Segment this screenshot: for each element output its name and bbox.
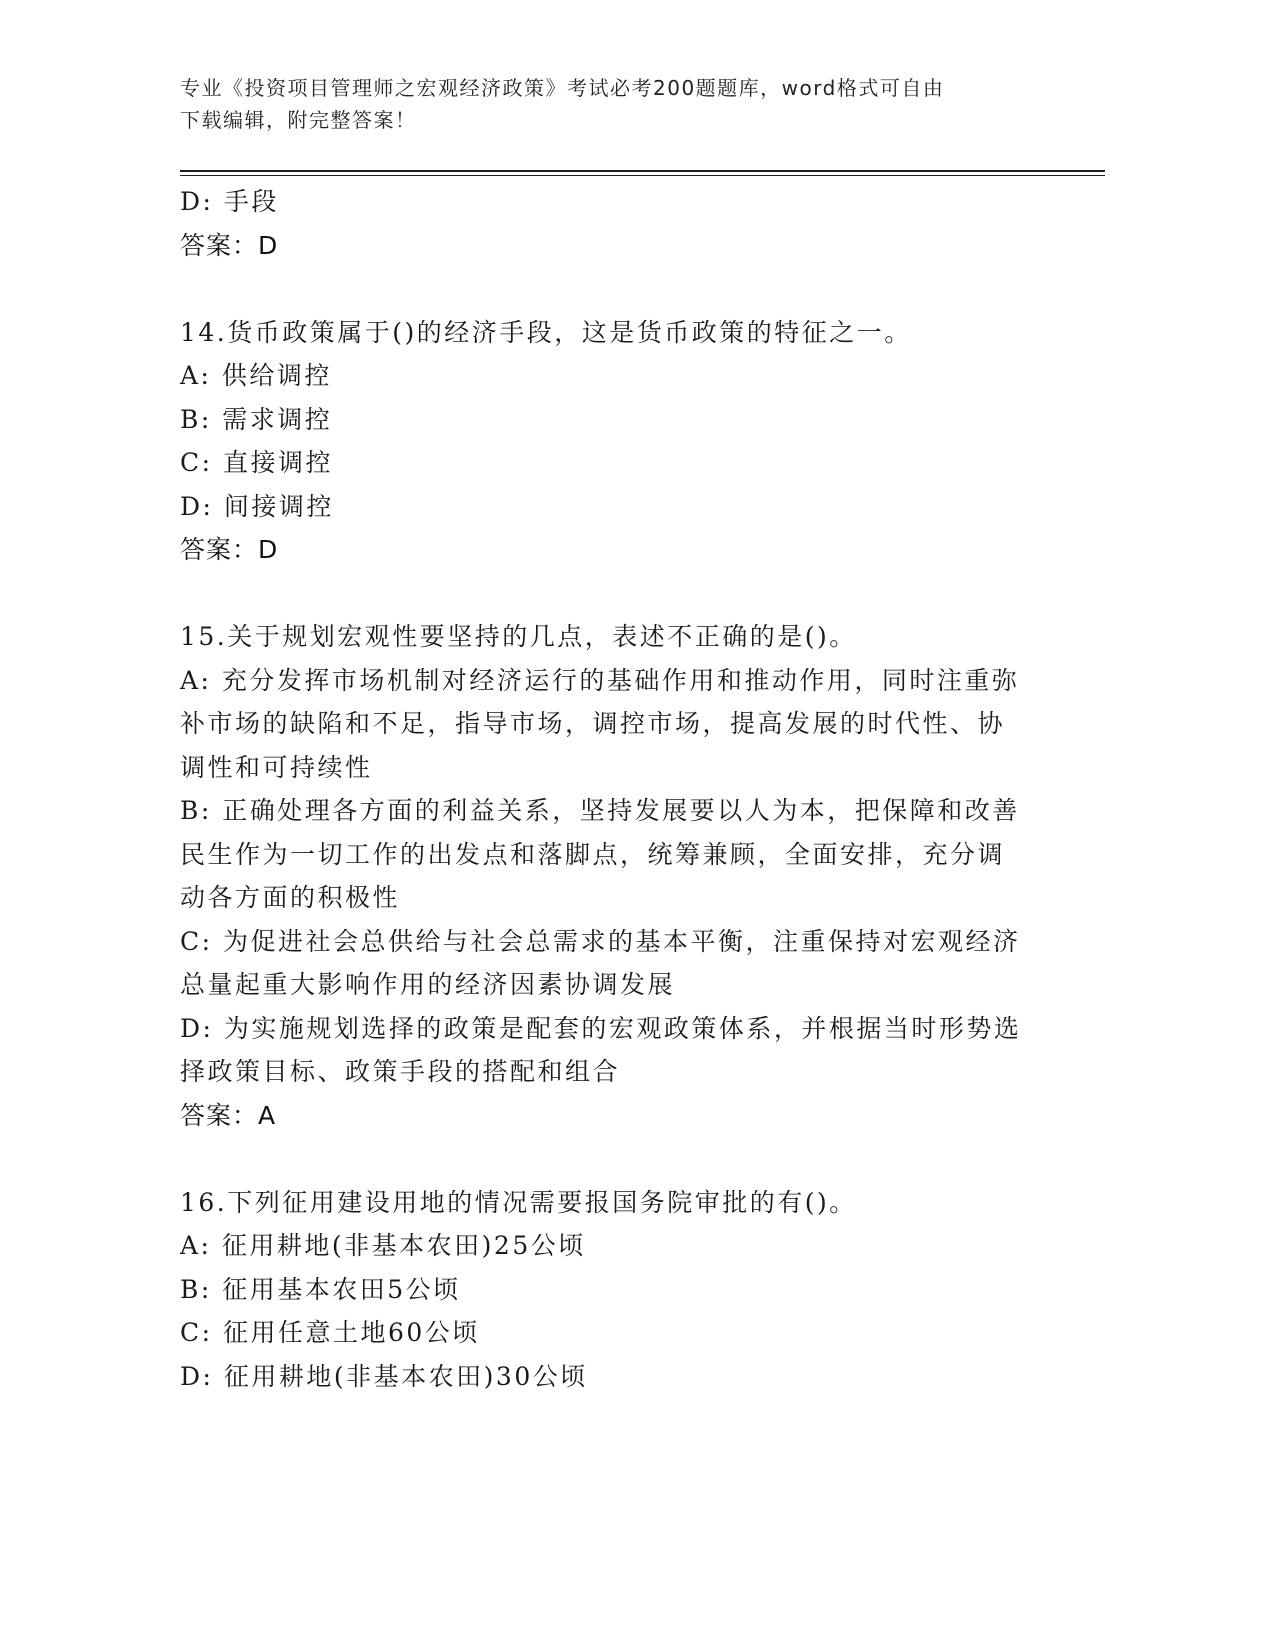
- question-stem: 14.货币政策属于()的经济手段，这是货币政策的特征之一。: [180, 317, 912, 347]
- option-d: D: 手段: [180, 187, 279, 216]
- question-stem: 15.关于规划宏观性要坚持的几点，表述不正确的是()。: [180, 622, 857, 651]
- answer-line: 答案：D: [180, 230, 279, 260]
- option-a-line-3: 调性和可持续性: [180, 752, 373, 782]
- option-a-line-1: A: 充分发挥市场机制对经济运行的基础作用和推动作用，同时注重弥: [180, 665, 1020, 695]
- prev-question-tail: [180, 180, 1040, 267]
- option-b-line-2: 民生作为一切工作的出发点和落脚点，统筹兼顾，全面安排，充分调: [180, 839, 1006, 869]
- question-14: [180, 311, 1040, 572]
- spacer: [180, 267, 1040, 311]
- answer-line: 答案：A: [180, 1100, 277, 1130]
- header-line-2: 下载编辑，附完整答案！: [180, 108, 417, 132]
- option-b-line-3: 动各方面的积极性: [180, 883, 401, 912]
- option-d: D: 征用耕地(非基本农田)30公顷: [180, 1361, 588, 1391]
- option-b-line-1: B: 正确处理各方面的利益关系，坚持发展要以人为本，把保障和改善: [180, 796, 1020, 825]
- option-d-line-1: D: 为实施规划选择的政策是配套的宏观政策体系，并根据当时形势选: [180, 1013, 1022, 1043]
- option-b: B: 征用基本农田5公顷: [180, 1274, 461, 1304]
- document-body: [180, 180, 1040, 1398]
- option-b: B: 需求调控: [180, 404, 333, 434]
- question-16: [180, 1181, 1040, 1399]
- question-15: [180, 615, 1040, 1137]
- header-rule-thick: [180, 170, 1105, 172]
- page-header: [180, 72, 1040, 136]
- spacer: [180, 1137, 1040, 1181]
- header-line-1: 专业《投资项目管理师之宏观经济政策》考试必考200题题库，word格式可自由: [180, 76, 945, 100]
- question-stem: 16.下列征用建设用地的情况需要报国务院审批的有()。: [180, 1187, 857, 1217]
- option-d: D: 间接调控: [180, 491, 334, 521]
- option-c: C: 直接调控: [180, 448, 333, 477]
- option-c-line-1: C: 为促进社会总供给与社会总需求的基本平衡，注重保持对宏观经济: [180, 926, 1021, 956]
- option-c-line-2: 总量起重大影响作用的经济因素协调发展: [180, 970, 676, 999]
- option-a: A: 征用耕地(非基本农田)25公顷: [180, 1231, 586, 1260]
- option-a: A: 供给调控: [180, 361, 332, 390]
- spacer: [180, 572, 1040, 616]
- option-d-line-2: 择政策目标、政策手段的搭配和组合: [180, 1057, 621, 1086]
- header-rule-thin: [180, 175, 1105, 176]
- answer-line: 答案：D: [180, 535, 279, 564]
- option-a-line-2: 补市场的缺陷和不足，指导市场，调控市场，提高发展的时代性、协: [180, 709, 1006, 738]
- option-c: C: 征用任意土地60公顷: [180, 1318, 480, 1347]
